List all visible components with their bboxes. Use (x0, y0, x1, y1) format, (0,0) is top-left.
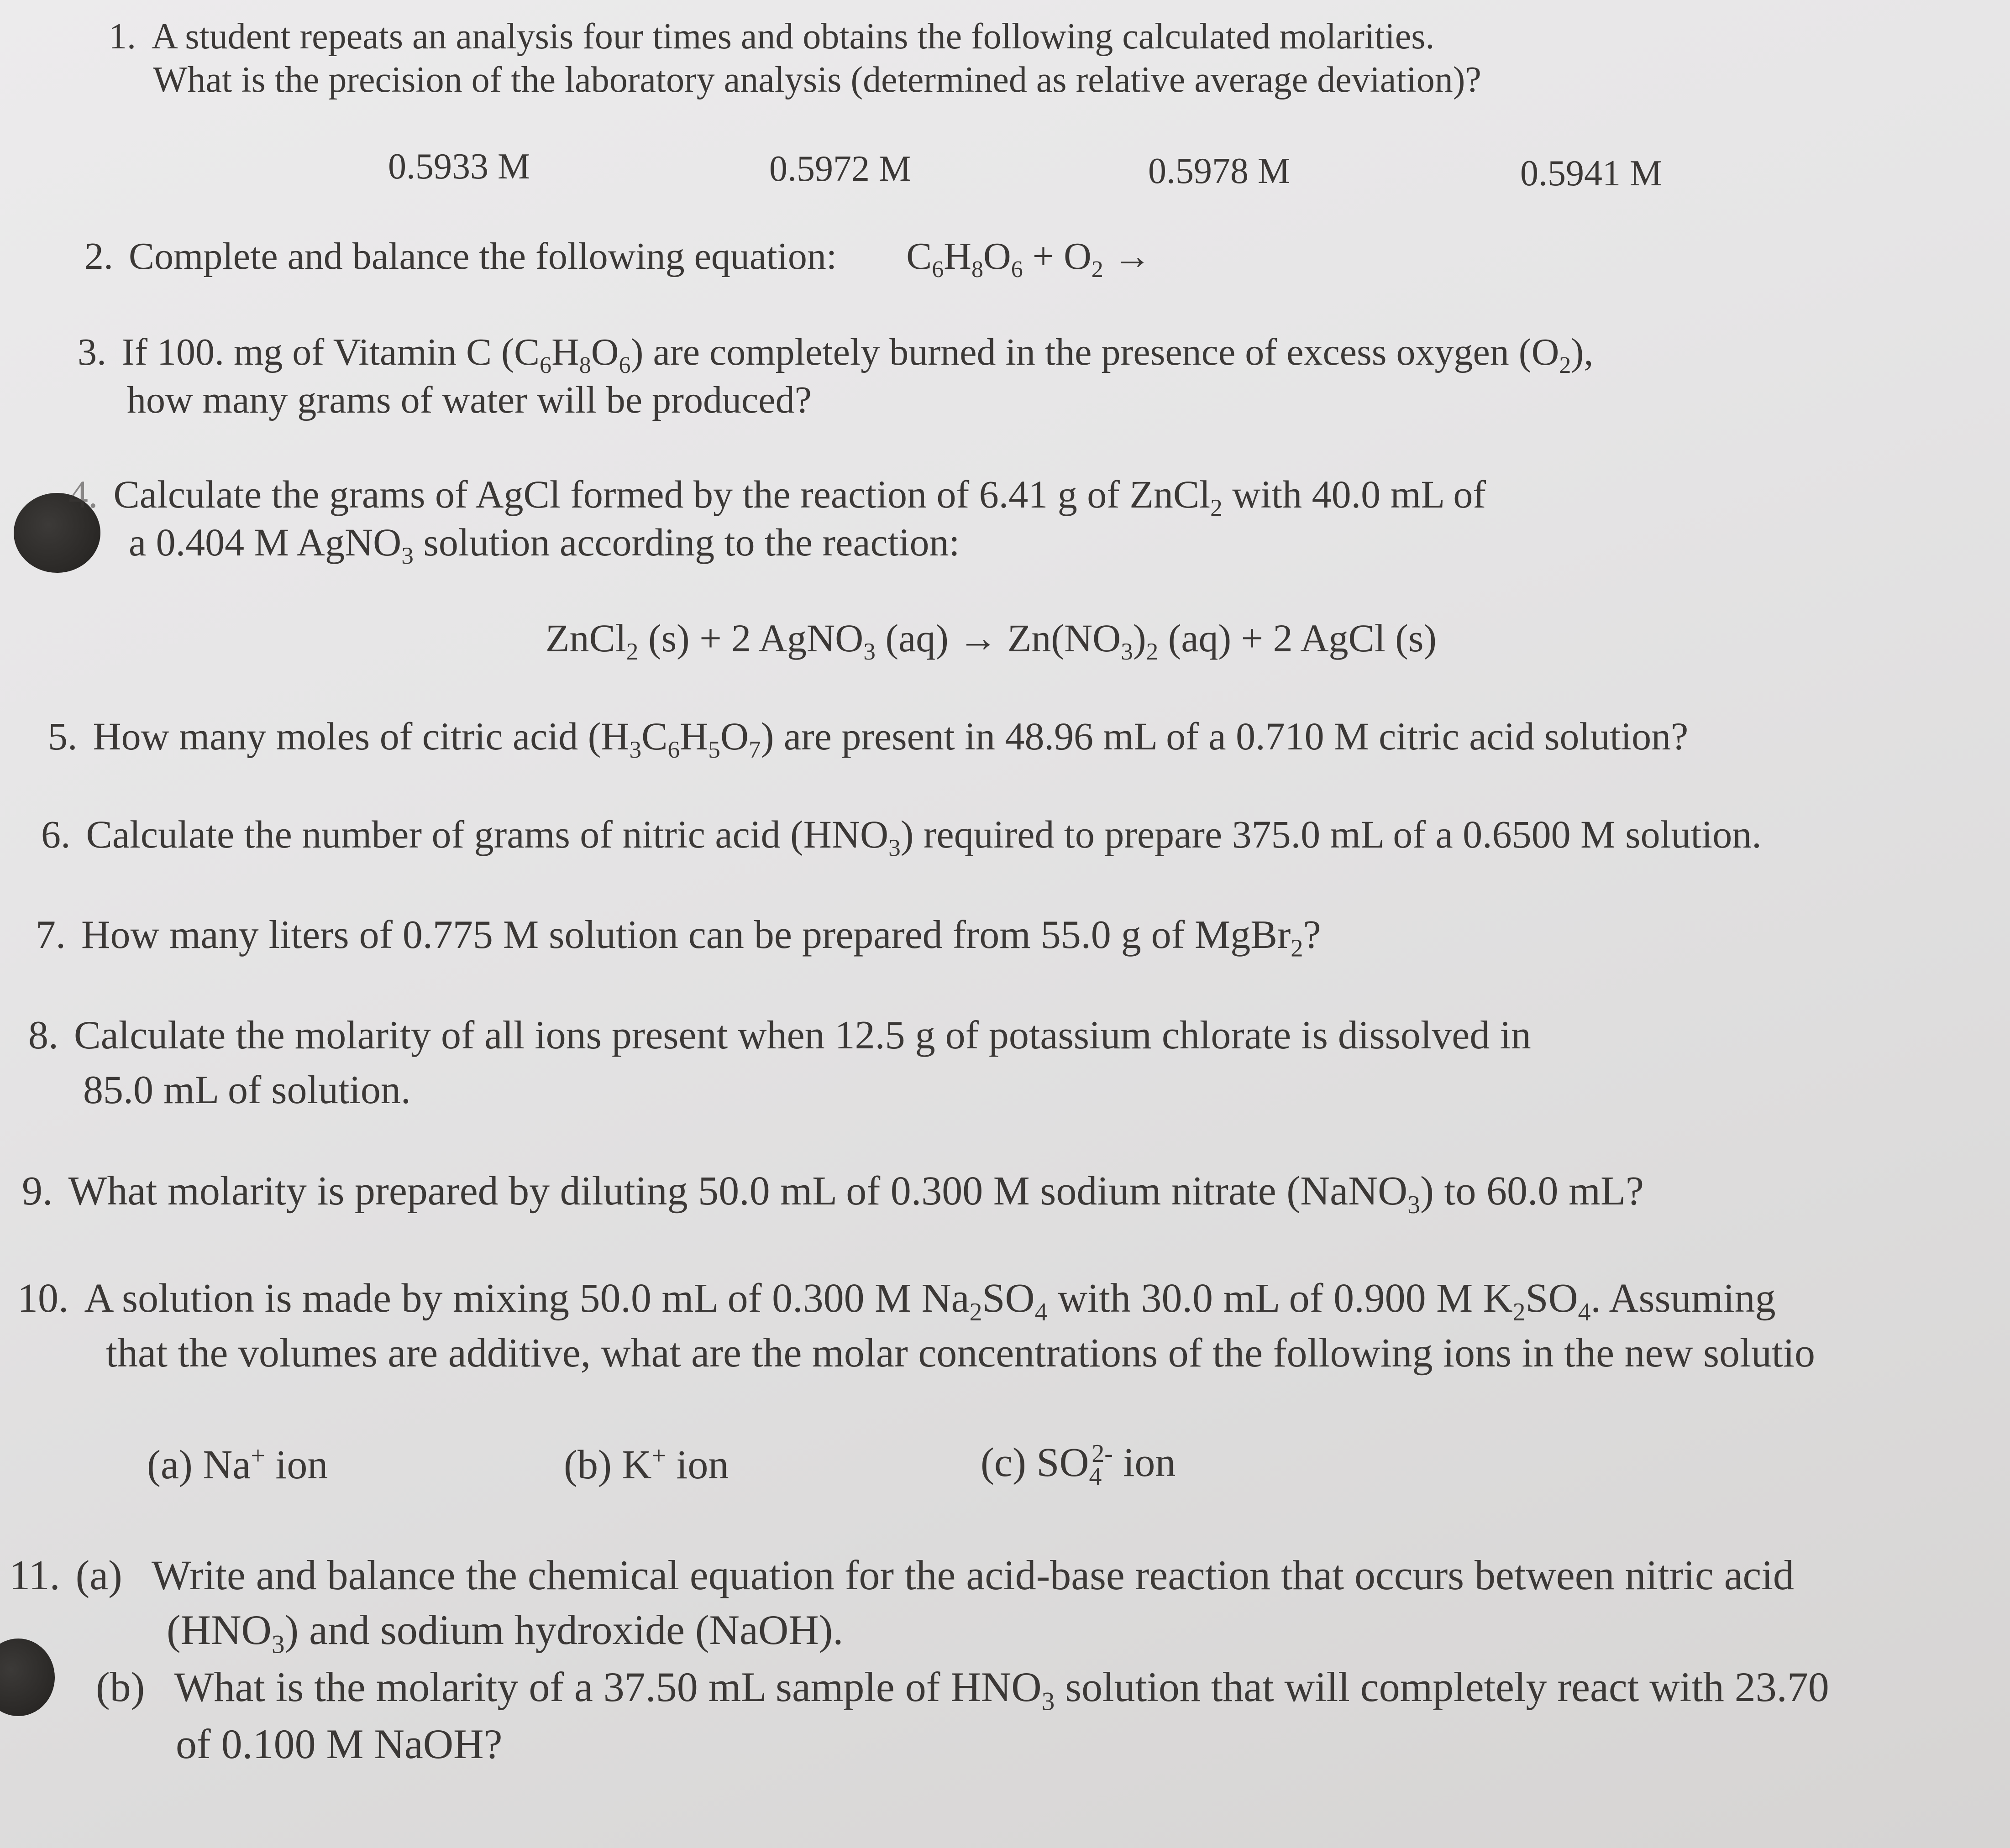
q1-value-1: 0.5933 M (388, 147, 530, 187)
q10-number: 10. (17, 1276, 69, 1321)
q10-line1 (17, 1276, 1776, 1326)
q4-text-line1: Calculate the grams of AgCl formed by the reaction of 6.41 g of ZnCl$_2$ with 40.0 mL of (113, 472, 1486, 522)
q1-line1 (109, 18, 1434, 55)
q1-value-4: 0.5941 M (1520, 153, 1663, 194)
q3-text-line1: If 100. mg of Vitamin C $(C_6H_8O_6)$ are completely burned in the presence of excess oxygen $(O_2)$, (122, 331, 1594, 378)
q1-text-line2: What is the precision of the laboratory analysis (determined as relative average deviation)? (153, 60, 1481, 100)
q11-part-b-label: (b) (96, 1664, 145, 1710)
q7-number: 7. (36, 913, 66, 957)
q11-line2: $(HNO_3)$ and sodium hydroxide (NaOH). (167, 1607, 844, 1659)
q2-number: 2. (84, 235, 113, 277)
q2-equation: $C_6H_8O_6 + O_2$ → (906, 235, 1151, 283)
q3-line1 (78, 331, 1594, 378)
q8-text-line1: Calculate the molarity of all ions present when 12.5 g of potassium chlorate is dissolved in (74, 1013, 1531, 1057)
q10-part-a: (a) Na+ ion (147, 1442, 328, 1487)
q6-number: 6. (41, 812, 71, 856)
q6-line (41, 812, 1762, 862)
q2-text: Complete and balance the following equation: (129, 235, 837, 277)
q11-line4: of 0.100 M NaOH? (176, 1721, 503, 1767)
q10-part-b: (b) K+ ion (564, 1442, 729, 1487)
q7-text: How many liters of 0.775 M solution can be prepared from 55.0 g of MgBr$_2$? (81, 913, 1321, 962)
q9-line (22, 1168, 1644, 1219)
q4-number: 4. (68, 472, 98, 516)
q11-part-b-line1: What is the molarity of a 37.50 mL sample of $HNO_3$ solution that will completely react with 23.70 (174, 1664, 1829, 1716)
q3-line2: how many grams of water will be produced? (127, 379, 812, 421)
punch-hole-bottom (0, 1639, 55, 1716)
q1-line2 (153, 62, 1481, 98)
q10-part-c: (c) $SO_4^{2-}$ ion (981, 1440, 1176, 1491)
q4-line1 (68, 472, 1486, 522)
q11-line1 (9, 1554, 1794, 1596)
q10-text-line1: A solution is made by mixing 50.0 mL of 0.300 M $Na_2SO_4$ with 30.0 mL of 0.900 M $K_2SO_4$. Assuming (84, 1276, 1776, 1326)
q10-line2: that the volumes are additive, what are the molar concentrations of the following ions in the new solutio (106, 1330, 1816, 1376)
q5-number: 5. (48, 714, 78, 758)
q8-number: 8. (28, 1013, 58, 1057)
q1-value-3: 0.5978 M (1148, 151, 1291, 191)
q9-number: 9. (22, 1168, 53, 1214)
q3-number: 3. (78, 331, 106, 373)
q11-part-a-label: (a) (75, 1552, 122, 1598)
q8-line1 (28, 1013, 1531, 1057)
q4-equation: ZnCl$_2$ (s) + 2 AgNO$_3$ $(aq) \to Zn(NO_3)_2$ (aq) + 2 AgCl (s) (546, 616, 1437, 665)
q4-line2: a 0.404 M AgNO$_3$ solution according to the reaction: (129, 520, 960, 570)
q11-line3 (96, 1664, 1829, 1716)
q11-part-a-line1: Write and balance the chemical equation for the acid-base reaction that occurs between nitric acid (152, 1552, 1794, 1598)
q5-text: How many moles of citric acid $(H_3C_6H_5O_7)$ are present in 48.96 mL of a 0.710 M citric acid solution? (93, 714, 1689, 764)
q1-value-2: 0.5972 M (769, 149, 912, 189)
q11-number: 11. (9, 1552, 60, 1598)
q7-line (36, 913, 1321, 962)
q8-line2: 85.0 mL of solution. (83, 1068, 411, 1112)
q5-line (48, 714, 1689, 764)
q1-number: 1. (109, 16, 136, 57)
q6-text: Calculate the number of grams of nitric acid $(HNO_3)$ required to prepare 375.0 mL of a 0.6500 M solution. (86, 812, 1762, 862)
q2-arrow: → (1113, 235, 1151, 277)
q9-text: What molarity is prepared by diluting 50.0 mL of 0.300 M sodium nitrate (NaNO$_3$) to 60.0 mL? (68, 1168, 1644, 1219)
q1-text-line1: A student repeats an analysis four times and obtains the following calculated molarities. (152, 16, 1435, 57)
q2-line (84, 235, 1151, 283)
